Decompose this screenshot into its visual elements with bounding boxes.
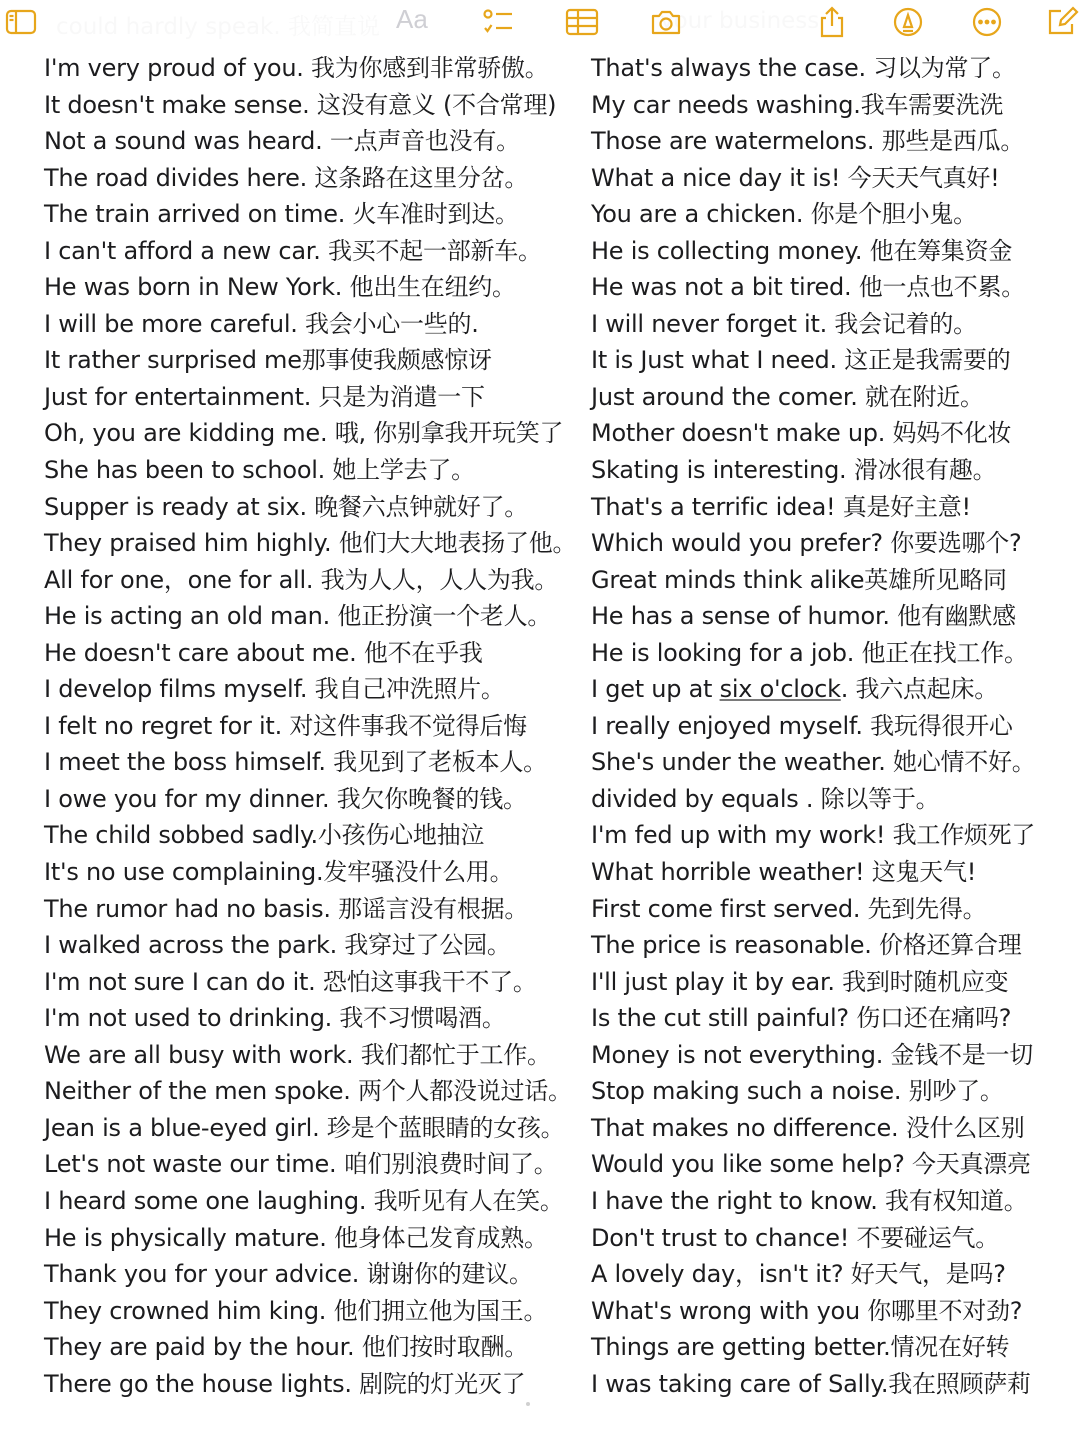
phrase-line: It's no use complaining.发牢骚没什么用。 bbox=[44, 858, 514, 887]
camera-button[interactable] bbox=[647, 4, 685, 40]
phrase-line: I will never forget it. 我会记着的。 bbox=[591, 309, 977, 338]
phrase-line: Supper is ready at six. 晚餐六点钟就好了。 bbox=[44, 492, 528, 521]
phrase-line: It rather surprised me那事使我颇感惊讶 bbox=[44, 346, 492, 375]
phrase-line: He is physically mature. 他身体己发育成熟。 bbox=[44, 1223, 548, 1252]
phrase-line: He doesn't care about me. 他不在乎我 bbox=[44, 638, 483, 667]
phrase-line: Things are getting better.情况在好转 bbox=[591, 1333, 1010, 1362]
compose-icon bbox=[1046, 5, 1080, 39]
phrase-line: I'll just play it by ear. 我到时随机应变 bbox=[591, 967, 1009, 996]
phrase-line: The rumor had no basis. 那谣言没有根据。 bbox=[44, 894, 529, 923]
phrase-line: They crowned him king. 他们拥立他为国王。 bbox=[44, 1296, 548, 1325]
phrase-line: I have the right to know. 我有权知道。 bbox=[591, 1186, 1028, 1215]
phrase-line: I'm very proud of you. 我为你感到非常骄傲。 bbox=[44, 54, 549, 82]
phrase-line: Just for entertainment. 只是为消遣一下 bbox=[44, 382, 485, 411]
camera-icon bbox=[649, 5, 683, 39]
phrase-line: That makes no difference. 没什么区别 bbox=[591, 1113, 1025, 1142]
phrase-line: A lovely day，isn't it? 好天气，是吗? bbox=[591, 1260, 1006, 1289]
phrase-line: I really enjoyed myself. 我玩得很开心 bbox=[591, 711, 1013, 740]
phrase-line: What horrible weather! 这鬼天气! bbox=[591, 858, 977, 887]
phrase-line: I can't afford a new car. 我买不起一部新车。 bbox=[44, 236, 542, 265]
phrase-line: I walked across the park. 我穿过了公园。 bbox=[44, 931, 511, 960]
phrase-line: I felt no regret for it. 对这件事我不觉得后悔 bbox=[44, 711, 527, 740]
phrase-line: The road divides here. 这条路在这里分岔。 bbox=[44, 163, 529, 192]
phrase-line: She's under the weather. 她心情不好。 bbox=[591, 748, 1036, 777]
phrase-line: Would you like some help? 今天真漂亮 bbox=[591, 1150, 1031, 1179]
phrase-line: First come first served. 先到先得。 bbox=[591, 894, 987, 923]
phrase-line: What's wrong with you 你哪里不对劲? bbox=[591, 1296, 1023, 1325]
format-button[interactable]: Aa bbox=[396, 4, 428, 34]
phrase-line: There go the house lights. 剧院的灯光灭了 bbox=[44, 1369, 526, 1398]
phrase-line: Oh, you are kidding me. 哦, 你别拿我开玩笑了 bbox=[44, 419, 564, 448]
phrase-line: Neither of the men spoke. 两个人都没说过话。 bbox=[44, 1077, 572, 1106]
phrase-line: He is acting an old man. 他正扮演一个老人。 bbox=[44, 602, 552, 631]
phrase-line: I heard some one laughing. 我听见有人在笑。 bbox=[44, 1186, 564, 1215]
phrase-line: He was not a bit tired. 他一点也不累。 bbox=[591, 273, 1026, 302]
phrase-line: I will be more careful. 我会小心一些的. bbox=[44, 309, 479, 338]
phrase-line: The train arrived on time. 火车准时到达。 bbox=[44, 200, 519, 229]
phrase-line: That's a terrific idea! 真是好主意! bbox=[591, 492, 971, 521]
phrase-line: I get up at six o'clock. 我六点起床。 bbox=[591, 675, 999, 704]
sidebar-icon bbox=[4, 5, 38, 39]
scroll-indicator bbox=[526, 1402, 530, 1406]
phrase-line: They praised him highly. 他们大大地表扬了他。 bbox=[44, 529, 577, 558]
phrase-line: You are a chicken. 你是个胆小鬼。 bbox=[591, 200, 977, 229]
spellcheck-underline: six o'clock bbox=[719, 675, 841, 704]
checklist-icon bbox=[481, 5, 515, 39]
phrase-line: We are all busy with work. 我们都忙于工作。 bbox=[44, 1040, 551, 1069]
phrase-line: Mother doesn't make up. 妈妈不化妆 bbox=[591, 419, 1012, 448]
phrase-line: divided by equals . 除以等于。 bbox=[591, 784, 940, 813]
checklist-button[interactable] bbox=[479, 4, 517, 40]
phrase-line: She has been to school. 她上学去了。 bbox=[44, 456, 475, 485]
phrase-line: Money is not everything. 金钱不是一切 bbox=[591, 1040, 1033, 1069]
phrase-line: I'm not sure I can do it. 恐怕这事我干不了。 bbox=[44, 967, 537, 996]
phrase-line: Just around the comer. 就在附近。 bbox=[591, 382, 984, 411]
phrase-line: That's always the case. 习以为常了。 bbox=[591, 54, 1016, 82]
phrase-line: Great minds think alike英雄所见略同 bbox=[591, 565, 1007, 594]
share-button[interactable] bbox=[813, 4, 851, 40]
phrase-line: Don't trust to chance! 不要碰运气。 bbox=[591, 1223, 1000, 1252]
phrase-line: I'm fed up with my work! 我工作烦死了 bbox=[591, 821, 1036, 850]
phrase-line: I owe you for my dinner. 我欠你晚餐的钱。 bbox=[44, 784, 527, 813]
phrase-line: He is collecting money. 他在筹集资金 bbox=[591, 236, 1013, 265]
phrase-line: He has a sense of humor. 他有幽默感 bbox=[591, 602, 1016, 631]
phrase-column-right[interactable] bbox=[591, 50, 1036, 1402]
phrase-line: I was taking care of Sally.我在照顾萨莉 bbox=[591, 1369, 1031, 1398]
phrase-line: Thank you for your advice. 谢谢你的建议。 bbox=[44, 1260, 533, 1289]
phrase-line: Jean is a blue-eyed girl. 珍是个蓝眼睛的女孩。 bbox=[44, 1113, 565, 1142]
more-icon bbox=[970, 5, 1004, 39]
phrase-line: Is the cut still painful? 伤口还在痛吗? bbox=[591, 1004, 1012, 1033]
phrase-line: It is Just what I need. 这正是我需要的 bbox=[591, 346, 1011, 375]
notes-toolbar bbox=[0, 0, 1080, 44]
phrase-line: Which would you prefer? 你要选哪个? bbox=[591, 529, 1022, 558]
phrase-line: Skating is interesting. 滑冰很有趣。 bbox=[591, 456, 997, 485]
compose-button[interactable] bbox=[1044, 4, 1080, 40]
table-icon bbox=[565, 5, 599, 39]
table-button[interactable] bbox=[563, 4, 601, 40]
phrase-line: I develop films myself. 我自己冲洗照片。 bbox=[44, 675, 505, 704]
phrase-line: He is looking for a job. 他正在找工作。 bbox=[591, 638, 1028, 667]
phrase-line: The child sobbed sadly.小孩伤心地抽泣 bbox=[44, 821, 485, 850]
phrase-line: Not a sound was heard. 一点声音也没有。 bbox=[44, 127, 520, 156]
phrase-line: All for one，one for all. 我为人人，人人为我。 bbox=[44, 565, 559, 594]
phrase-line: They are paid by the hour. 他们按时取酬。 bbox=[44, 1333, 528, 1362]
markup-icon bbox=[891, 5, 925, 39]
markup-button[interactable] bbox=[889, 4, 927, 40]
phrase-line: Those are watermelons. 那些是西瓜。 bbox=[591, 127, 1025, 156]
phrase-line: I meet the boss himself. 我见到了老板本人。 bbox=[44, 748, 547, 777]
phrase-line: He was born in New York. 他出生在纽约。 bbox=[44, 273, 516, 302]
phrase-line: Stop making such a noise. 别吵了。 bbox=[591, 1077, 1004, 1106]
phrase-line: It doesn't make sense. 这没有意义 (不合常理) bbox=[44, 90, 557, 119]
sidebar-toggle-button[interactable] bbox=[2, 4, 40, 40]
phrase-line: I'm not used to drinking. 我不习惯喝酒。 bbox=[44, 1004, 506, 1033]
more-button[interactable] bbox=[968, 4, 1006, 40]
phrase-column-left[interactable] bbox=[44, 50, 576, 1402]
phrase-line: What a nice day it is! 今天天气真好! bbox=[591, 163, 1000, 192]
phrase-line: The price is reasonable. 价格还算合理 bbox=[591, 931, 1022, 960]
phrase-line: Let's not waste our time. 咱们别浪费时间了。 bbox=[44, 1150, 558, 1179]
phrase-line: My car needs washing.我车需要洗洗 bbox=[591, 90, 1004, 119]
share-icon bbox=[815, 5, 849, 39]
